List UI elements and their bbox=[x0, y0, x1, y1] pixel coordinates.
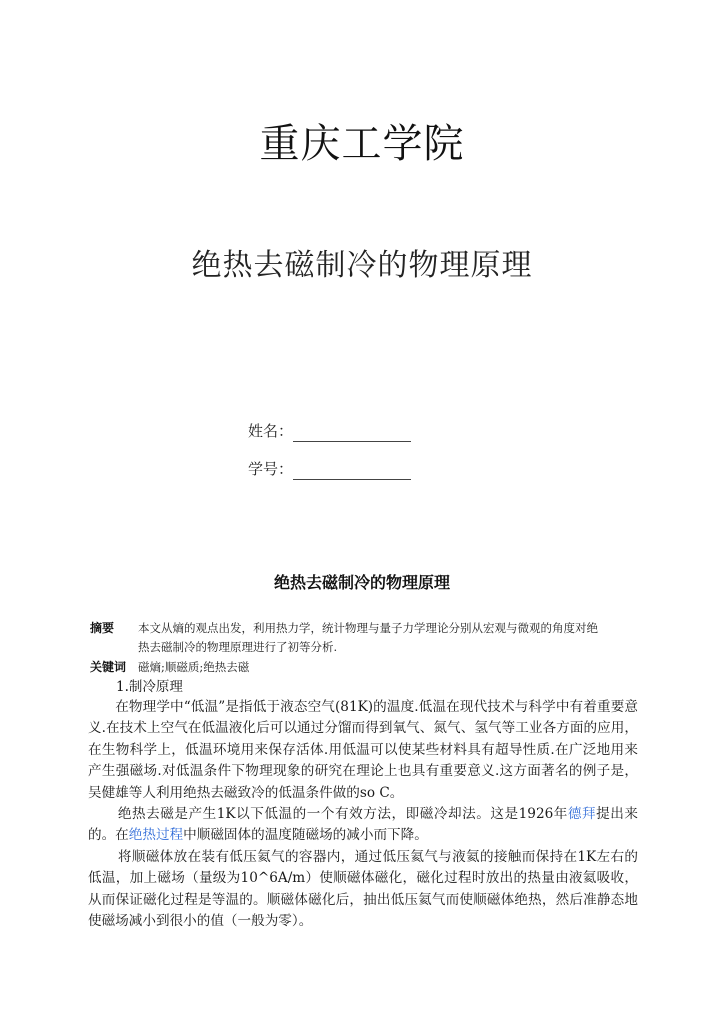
school-name: 重庆工学院 bbox=[259, 121, 465, 167]
section-heading: 1.制冷原理 bbox=[116, 679, 183, 695]
abstract-tag: 摘要 bbox=[90, 621, 115, 635]
adiabatic-process-link[interactable]: 绝热过程 bbox=[128, 827, 184, 844]
paragraph-1: 在物理学中“低温”是指低于液态空气(81K)的温度.低温在现代技术与科学中有着重要意义.在技术上空气在低温液化后可以通过分馏而得到氧气、氮气、氢气等工业各方面的应用，在生物科学上，低温环境用来保存活体.用低温可以使某些材料具有超导性质.在广泛地用来产生强磁场.对低温条件下物理现象的研究在理论上也具有重要意义.这方面著名的例子是，吴健雄等人利用绝热去磁致冷的低温条件做的so C。 bbox=[88, 699, 638, 801]
student-id-blank-line bbox=[293, 462, 411, 480]
keywords bbox=[90, 658, 650, 678]
student-id-field bbox=[248, 458, 411, 480]
keywords-text: 磁熵;顺磁质;绝热去磁 bbox=[138, 660, 250, 674]
paragraph-3: 将顺磁体放在装有低压氦气的容器内，通过低压氦气与液氦的接触而保持在1K左右的低温，加上磁场（量级为10^6A/m）使顺磁体磁化，磁化过程时放出的热量由液氦吸收，从而保证磁化过程是等温的。顺磁体磁化后，抽出低压氦气而使顺磁体绝热，然后准静态地使磁场减小到很小的值（一般为零）。 bbox=[88, 848, 638, 930]
article-body bbox=[88, 697, 638, 932]
name-label: 姓名： bbox=[248, 422, 294, 440]
paragraph-2 bbox=[88, 804, 638, 847]
cover-title: 绝热去磁制冷的物理原理 bbox=[191, 248, 533, 283]
abstract bbox=[90, 619, 650, 659]
debye-link[interactable]: 德拜 bbox=[567, 806, 597, 823]
student-id-label: 学号： bbox=[248, 460, 294, 478]
abstract-text: 本文从熵的观点出发，利用热力学，统计物理与量子力学理论分别从宏观与微观的角度对绝热去磁制冷的物理原理进行了初等分析. bbox=[138, 621, 598, 654]
paragraph-2-text-c: 中顺磁固体的温度随磁场的减小而下降。 bbox=[183, 827, 428, 844]
paragraph-2-text-a: 绝热去磁是产生1K以下低温的一个有效方法，即磁冷却法。这是1926年 bbox=[117, 806, 568, 823]
name-field bbox=[248, 420, 411, 442]
keywords-tag: 关键词 bbox=[90, 660, 127, 674]
article-title: 绝热去磁制冷的物理原理 bbox=[273, 573, 450, 592]
paragraph-2-text-b: 提出来的。在 bbox=[88, 806, 639, 844]
name-blank-line bbox=[293, 424, 411, 442]
